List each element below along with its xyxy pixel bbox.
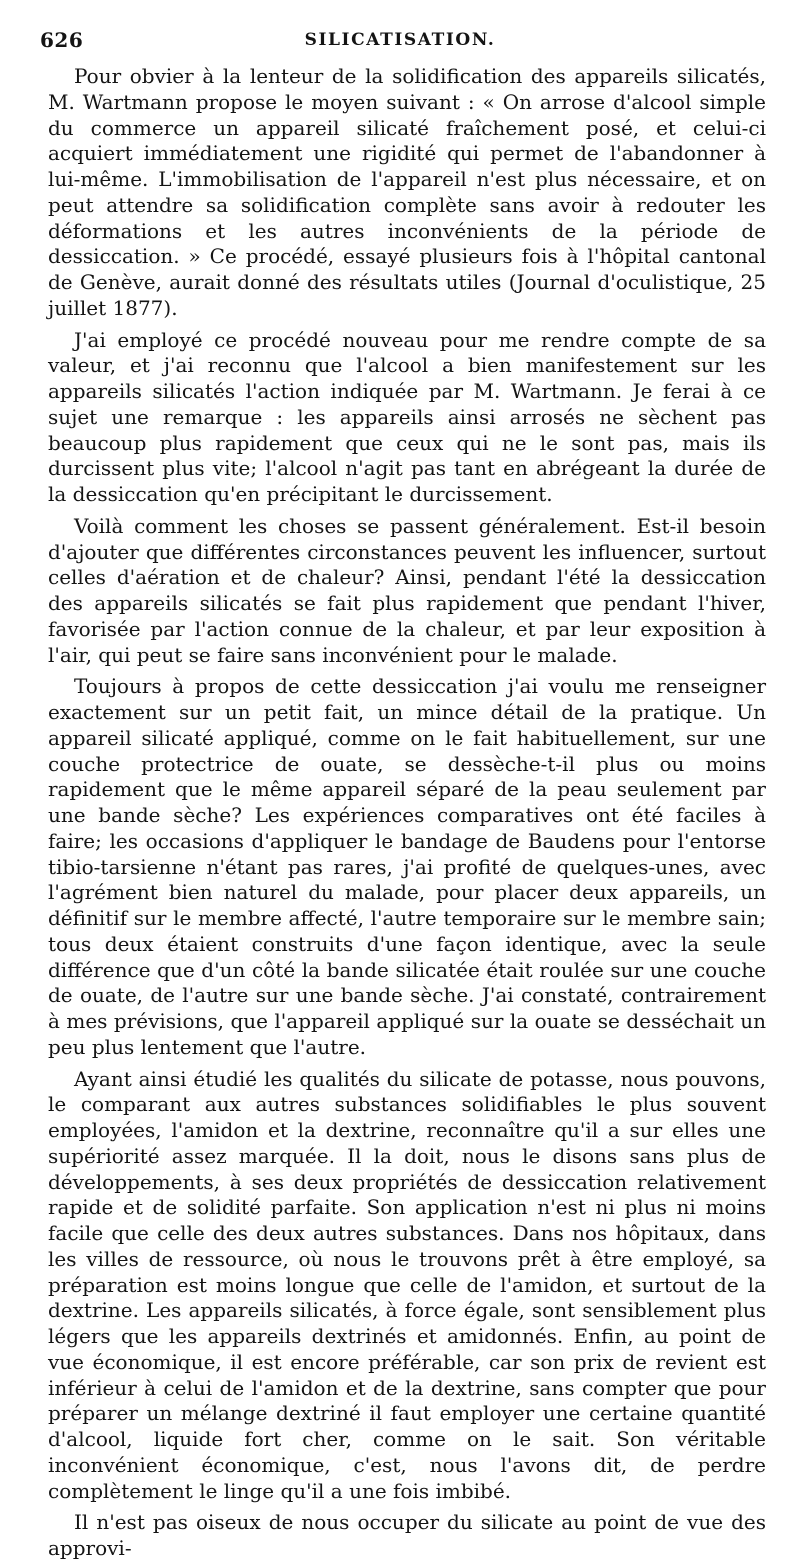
- page-header: [40, 28, 760, 56]
- paragraph-continuation: Il n'est pas oiseux de nous occuper du silicate au point de vue des approvi-: [48, 1510, 766, 1560]
- running-title: SILICATISATION.: [304, 30, 496, 50]
- paragraph-wartmann-method: Pour obvier à la lenteur de la solidification des appareils silicatés, M. Wartmann propose le moyen suivant : « On arrose d'alcool simple du commerce un appareil silicaté fraîchement posé, et celui-ci acquiert immédiatement une rigidité qui permet de l'abandonner à lui-même. L'immobilisation de l'appareil n'est plus nécessaire, et on peut attendre sa solidification complète sans avoir à redouter les déformations et les autres inconvénients de la période de dessiccation. » Ce procédé, essayé plusieurs fois à l'hôpital cantonal de Genève, aurait donné des résultats utiles (Journal d'oculistique, 25 juillet 1877).: [48, 64, 766, 320]
- paragraph-desiccation-experiment: Toujours à propos de cette dessiccation j'ai voulu me renseigner exactement sur un petit fait, un mince détail de la pratique. Un appareil silicaté appliqué, comme on le fait habituellement, sur une couche protectrice de ouate, se dessèche-t-il plus ou moins rapidement que le même appareil séparé de la peau seulement par une bande sèche? Les expériences comparatives ont été faciles à faire; les occasions d'appliquer le bandage de Baudens pour l'entorse tibio-tarsienne n'étant pas rares, j'ai profité de quelques-unes, avec l'agrément bien naturel du malade, pour placer deux appareils, un définitif sur le membre affecté, l'autre temporaire sur le membre sain; tous deux étaient construits d'une façon identique, avec la seule différence que d'un côté la bande silicatée était roulée sur une couche de ouate, de l'autre sur une bande sèche. J'ai constaté, contrairement à mes prévisions, que l'appareil appliqué sur la ouate se desséchait un peu plus lentement que l'autre.: [48, 674, 766, 1059]
- page-number: 626: [40, 28, 84, 52]
- body-text: [48, 64, 766, 1562]
- paragraph-silicate-advantages: Ayant ainsi étudié les qualités du silicate de potasse, nous pouvons, le comparant aux autres substances solidifiables le plus souvent employées, l'amidon et la dextrine, reconnaître qu'il a sur elles une supériorité assez marquée. Il la doit, nous le disons sans plus de développements, à ses deux propriétés de dessiccation relativement rapide et de solidité parfaite. Son application n'est ni plus ni moins facile que celle des deux autres substances. Dans nos hôpitaux, dans les villes de ressource, où nous le trouvons prêt à être employé, sa préparation est moins longue que celle de l'amidon, et surtout de la dextrine. Les appareils silicatés, à force égale, sont sensiblement plus légers que les appareils dextrinés et amidonnés. Enfin, au point de vue économique, il est encore préférable, car son prix de revient est inférieur à celui de l'amidon et de la dextrine, sans compter que pour préparer un mélange dextriné il faut employer une certaine quantité d'alcool, liquide fort cher, comme on le sait. Son véritable inconvénient économique, c'est, nous l'avons dit, de perdre complètement le linge qu'il a une fois imbibé.: [48, 1066, 766, 1503]
- paragraph-alcohol-test: J'ai employé ce procédé nouveau pour me rendre compte de sa valeur, et j'ai reconnu que l'alcool a bien manifestement sur les appareils silicatés l'action indiquée par M. Wartmann. Je ferai à ce sujet une remarque : les appareils ainsi arrosés ne sèchent pas beaucoup plus rapidement que ceux qui ne le sont pas, mais ils durcissent plus vite; l'alcool n'agit pas tant en abrégeant la durée de la dessiccation qu'en précipitant le durcissement.: [48, 327, 766, 506]
- paragraph-circumstances: Voilà comment les choses se passent généralement. Est-il besoin d'ajouter que différentes circonstances peuvent les influencer, surtout celles d'aération et de chaleur? Ainsi, pendant l'été la dessiccation des appareils silicatés se fait plus rapidement que pendant l'hiver, favorisée par l'action connue de la chaleur, et par leur exposition à l'air, qui peut se faire sans inconvénient pour le malade.: [48, 513, 766, 667]
